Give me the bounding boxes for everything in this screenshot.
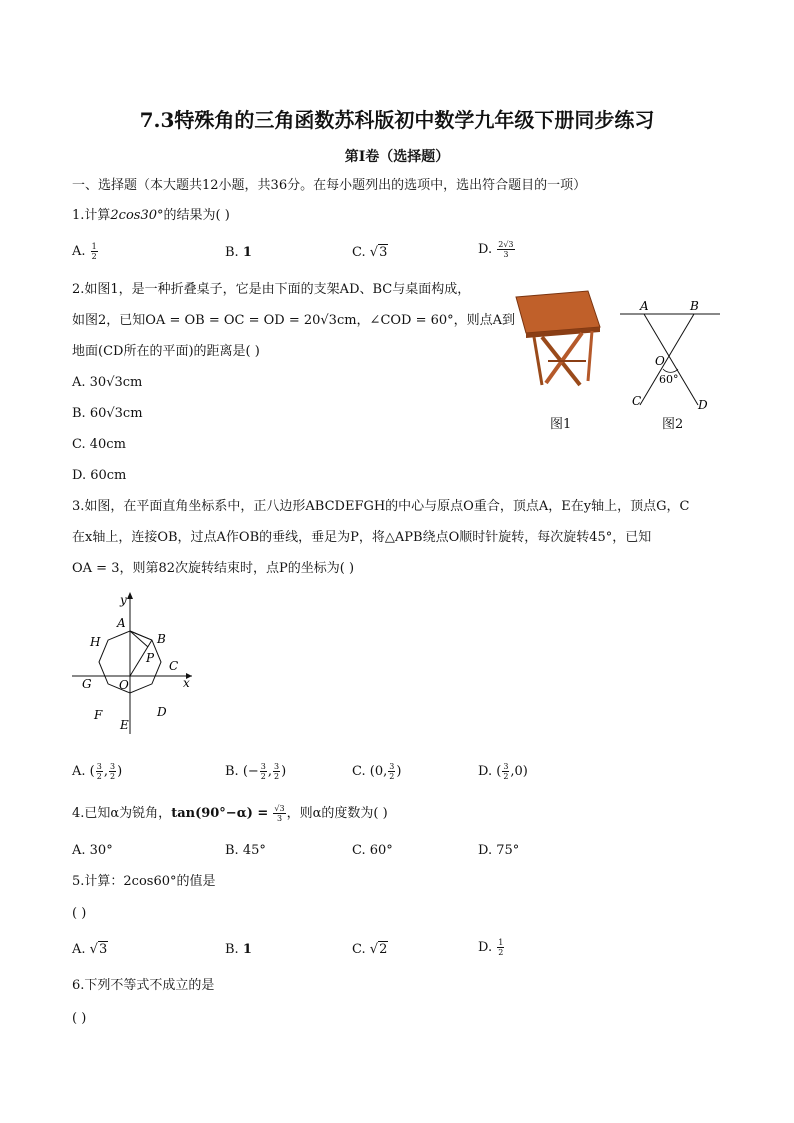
- fig3-label-p: P: [146, 651, 155, 665]
- fig3-label-e: E: [120, 718, 129, 732]
- fig2-angle-label: 60°: [659, 373, 679, 386]
- fig3-label-d: D: [157, 705, 167, 719]
- question-6: 6.下列不等式不成立的是: [72, 978, 215, 993]
- figure-folding-table: [508, 285, 608, 395]
- q3-option-c: C. (0, $\frac{3}{2}$ ): [352, 762, 402, 781]
- q2-line3: 地面(CD所在的平面)的距离是( ): [72, 344, 260, 359]
- q2-option-a: A. 30√3cm: [72, 375, 143, 390]
- q5-option-c: C. √2: [352, 942, 388, 957]
- figure-octagon: [70, 588, 200, 738]
- q5-option-d: D. $\frac{1}{2}$: [478, 938, 504, 957]
- q5-paren: ( ): [72, 906, 87, 921]
- fig2-label-c: C: [632, 394, 642, 408]
- q3-option-b: B. (− $\frac{3}{2}$ , $\frac{3}{2}$ ): [225, 762, 287, 781]
- question-1: [72, 207, 230, 225]
- q4-expr: tan(90°−α) =: [171, 806, 269, 821]
- q2-option-c: C. 40cm: [72, 437, 126, 452]
- fig3-label-b: B: [157, 632, 166, 646]
- fig2-label-a: A: [640, 299, 649, 313]
- fig2-label-d: D: [698, 398, 708, 412]
- section-heading: 一、选择题（本大题共12小题，共36分。在每小题列出的选项中，选出符合题目的一项）: [72, 178, 587, 193]
- q1-prefix: 1.计算: [72, 208, 111, 223]
- fig3-label-c: C: [169, 659, 179, 673]
- q4-option-a: A. 30°: [72, 843, 113, 858]
- q5-option-b: B. 1: [225, 942, 252, 957]
- q3-line1: 3.如图，在平面直角坐标系中，正八边形ABCDEFGH的中心与原点O重合，顶点A，E在y轴上，顶点G，C: [72, 499, 690, 514]
- fig3-label-a: A: [117, 616, 126, 630]
- q3-line3: OA = 3，则第82次旋转结束时，点P的坐标为( ): [72, 561, 355, 576]
- page-title: 7.3特殊角的三角函数苏科版初中数学九年级下册同步练习: [139, 108, 655, 132]
- fig3-label-h: H: [90, 635, 101, 649]
- volume-title: 第I卷（选择题）: [344, 149, 450, 165]
- fig3-label-f: F: [94, 708, 103, 722]
- q4-option-c: C. 60°: [352, 843, 393, 858]
- q1-option-d: D. $\frac{2√3}{3}$: [478, 240, 514, 259]
- fig3-label-y: y: [120, 593, 127, 607]
- figure-2-diagram: [618, 295, 728, 415]
- q4-option-d: D. 75°: [478, 843, 520, 858]
- figure2-caption: 图2: [662, 417, 684, 432]
- fig2-label-o: O: [655, 354, 665, 368]
- question-5: 5.计算：2cos60°的值是: [72, 874, 216, 889]
- fig3-label-g: G: [82, 677, 92, 691]
- question-4: 4.已知α为锐角，tan(90°−α) = $\frac{√3}{3}$ ，则α的度数为( ): [72, 804, 388, 823]
- fig3-label-o: O: [119, 678, 129, 692]
- q1-option-a: A. $\frac{1}{2}$: [72, 242, 97, 261]
- fig3-label-x: x: [183, 676, 190, 690]
- q4-option-b: B. 45°: [225, 843, 266, 858]
- q2-option-b: B. 60√3cm: [72, 406, 143, 421]
- q6-paren: ( ): [72, 1011, 87, 1026]
- q2-line2: 如图2，已知OA = OB = OC = OD = 20√3cm，∠COD = 60°，则点A到: [72, 313, 516, 328]
- q1-option-c: C. √3: [352, 245, 388, 260]
- q3-option-d: D. ( $\frac{3}{2}$ ,0): [478, 762, 528, 781]
- q1-suffix: 的结果为( ): [163, 208, 230, 223]
- q3-line2: 在x轴上，连接OB，过点A作OB的垂线，垂足为P，将△APB绕点O顺时针旋转，每次旋转45°，已知: [72, 530, 652, 545]
- q1-option-b: B. 1: [225, 245, 252, 260]
- figure1-caption: 图1: [550, 417, 572, 432]
- q2-option-d: D. 60cm: [72, 468, 127, 483]
- q1-expr: 2cos30°: [110, 208, 164, 223]
- fig2-label-b: B: [690, 299, 699, 313]
- q5-option-a: A. √3: [72, 942, 108, 957]
- q2-line1: 2.如图1，是一种折叠桌子，它是由下面的支架AD、BC与桌面构成，: [72, 282, 471, 297]
- q3-option-a: A. ( $\frac{3}{2}$ , $\frac{3}{2}$ ): [72, 762, 123, 781]
